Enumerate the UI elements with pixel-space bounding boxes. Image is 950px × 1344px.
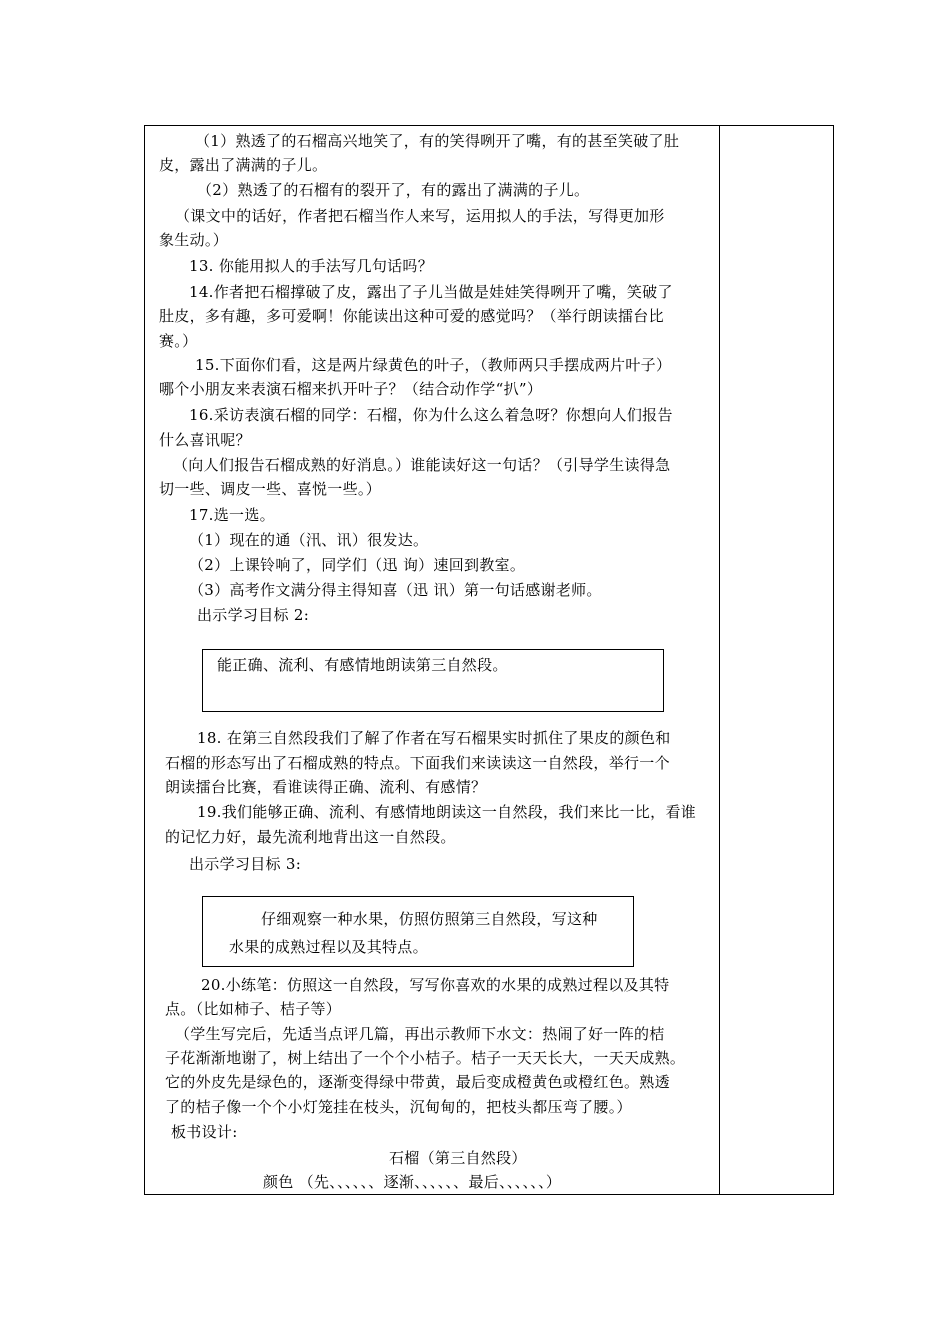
text-line: 哪个小朋友来表演石榴来扒开叶子？（结合动作学“扒”） (159, 380, 543, 398)
text-line: 皮，露出了满满的子儿。 (159, 156, 328, 174)
board-title: 石榴（第三自然段） (389, 1149, 527, 1167)
lesson-content-cell (145, 126, 719, 1194)
text-line: 13. 你能用拟人的手法写几句话吗？ (189, 257, 434, 275)
text-line: 的记忆力好，最先流利地背出这一自然段。 (165, 828, 456, 846)
text-line: （2）上课铃响了，同学们（迅 询）速回到教室。 (189, 556, 526, 574)
text-line: （1）现在的通（汛、讯）很发达。 (189, 531, 429, 549)
learning-goal-3-box (202, 896, 634, 967)
board-color-line: 颜色 （先、、、、、、逐渐、、、、、、最后、、、、、、） (263, 1173, 562, 1191)
text-line: 肚皮，多有趣，多可爱啊！你能读出这种可爱的感觉吗？（举行朗读擂台比 (159, 307, 664, 325)
board-design-label: 板书设计: (171, 1123, 238, 1141)
text-line: 子花渐渐地谢了，树上结出了一个个小桔子。桔子一天天长大，一天天成熟。 (165, 1049, 686, 1067)
text-line: （1）熟透了的石榴高兴地笑了，有的笑得咧开了嘴，有的甚至笑破了肚 (195, 132, 680, 150)
text-line: （向人们报告石榴成熟的好消息。）谁能读好这一句话？（引导学生读得急 (173, 456, 671, 474)
text-line: 点。（比如柿子、桔子等） (165, 1000, 342, 1018)
text-line: 18. 在第三自然段我们了解了作者在写石榴果实时抓住了果皮的颜色和 (197, 729, 671, 747)
learning-goal-3-text: 仔细观察一种水果，仿照仿照第三自然段，写这种 (261, 910, 598, 928)
text-line: 15.下面你们看，这是两片绿黄色的叶子，（教师两只手摆成两片叶子） (195, 356, 672, 374)
text-line: 19.我们能够正确、流利、有感情地朗读这一自然段，我们来比一比，看谁 (197, 803, 697, 821)
text-line: （3）高考作文满分得主得知喜（迅 讯）第一句话感谢老师。 (189, 581, 602, 599)
text-line: 象生动。） (159, 231, 229, 249)
text-line: 赛。） (159, 332, 198, 350)
text-line: （2）熟透了的石榴有的裂开了，有的露出了满满的子儿。 (197, 181, 590, 199)
text-line: 16.采访表演石榴的同学：石榴，你为什么这么着急呀？你想向人们报告 (189, 406, 673, 424)
learning-goal-2-box (202, 649, 664, 712)
lesson-table (144, 125, 834, 1195)
text-line: 20.小练笔：仿照这一自然段，写写你喜欢的水果的成熟过程以及其特 (201, 976, 670, 994)
text-line: 14.作者把石榴撑破了皮，露出了子儿当做是娃娃笑得咧开了嘴，笑破了 (189, 283, 673, 301)
text-line: 了的桔子像一个个小灯笼挂在枝头，沉甸甸的，把枝头都压弯了腰。） (165, 1098, 632, 1116)
text-line: 什么喜讯呢？ (159, 431, 251, 449)
text-line: 切一些、调皮一些、喜悦一些。） (159, 480, 382, 498)
text-line: 它的外皮先是绿色的，逐渐变得绿中带黄，最后变成橙黄色或橙红色。熟透 (165, 1073, 670, 1091)
text-line: 17.选一选。 (189, 506, 275, 524)
text-line: （学生写完后，先适当点评几篇，再出示教师下水文：热闹了好一阵的桔 (175, 1025, 665, 1043)
learning-goal-2-text: 能正确、流利、有感情地朗读第三自然段。 (217, 656, 508, 674)
text-line: 出示学习目标 2: (197, 606, 310, 624)
text-line: 朗读擂台比赛，看谁读得正确、流利、有感情？ (165, 778, 487, 796)
column-divider (719, 126, 720, 1194)
text-line: 石榴的形态写出了石榴成熟的特点。下面我们来读读这一自然段，举行一个 (165, 754, 670, 772)
text-line: （课文中的话好，作者把石榴当作人来写，运用拟人的手法，写得更加形 (175, 207, 665, 225)
learning-goal-3-text: 水果的成熟过程以及其特点。 (229, 938, 428, 956)
text-line: 出示学习目标 3: (189, 855, 302, 873)
